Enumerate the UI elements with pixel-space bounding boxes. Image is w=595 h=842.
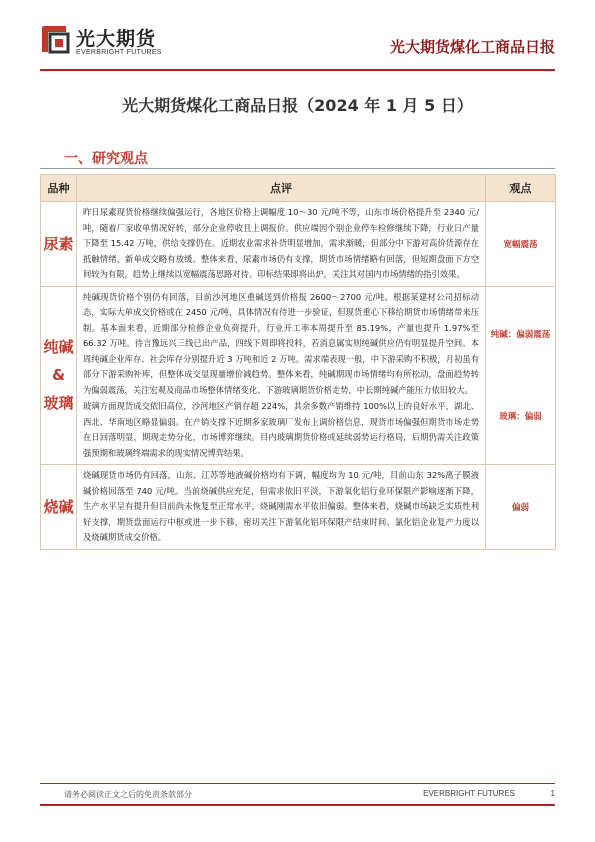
page-header [40, 22, 555, 70]
product-ampersand: & [51, 366, 66, 385]
view-label: 宽幅震荡 [503, 239, 538, 250]
view-cell [486, 286, 556, 465]
product-name: 纯碱 [43, 338, 74, 357]
comment-paragraph: 烧碱现货市场仍有回落，山东、江苏等地液碱价格均有下调，幅度均为 10 元/吨，目前山东 32%离子膜液碱价格回落至 740 元/吨。当前烧碱供应充足，但需求依旧平淡，下游氧化铝行业环保限产影响逐渐下降，生产水平呈有提升但目前尚未恢复至正常水平，烧碱刚需水平依旧偏弱。整体来看，烧碱市场缺乏实质性利好支撑，期货盘面运行中枢或进一步下移，密切关注下游氧化铝环保限产结束时间、氯化铝企业复产力度以及烧碱期货成交价格。 [83, 470, 479, 542]
report-name: 光大期货煤化工商品日报 [389, 38, 555, 56]
view-label: 纯碱：偏弱震荡 [490, 330, 551, 341]
logo-mark-icon [40, 24, 70, 54]
footer-disclaimer: 请务必阅读正文之后的免责条款部分 [64, 790, 192, 799]
comment-paragraph: 纯碱现货价格个别仍有回落，目前沙河地区重碱送到价格报 2600～2700 元/吨。根据某建材公司招标动态，实际大单成交价格或在 2450 元/吨，具体情况有待进一步验证，但现货重心下移给期货市场情绪带来压制。基本面来看，近期部分检修企业负荷提升，行业开工率本周提升至 85.19%，产量也提升 1.97%至 66.32 万吨。待言豫远兴三线已出产品，四线下周即将投料，若消息属实则纯碱供应仍有明显提升空间。本周纯碱企业库存、社会库存分别提升近 3 万吨和近 2 万吨。需求端表现一般，中下游采购不积极，月初虽有部分下游采购补库，但整体成交显现量增价减趋势。整体来看，纯碱期现市场情绪均有所松动，盘面趋势转为偏弱震荡，关注宏观及商品市场整体情绪变化、下游玻璃期货价格走势，中长期纯碱产能压力依旧较大。 [83, 291, 479, 395]
logo-english-text: EVERBRIGHT FUTURES [76, 49, 162, 56]
column-header-comment: 点评 [77, 175, 486, 202]
view-cell [486, 465, 556, 550]
product-name: 玻璃 [43, 394, 74, 413]
comment-paragraph: 玻璃方面现货成交依旧高位，沙河地区产销存超 224%，其余多数产销维持 100%以上的良好水平，湖北、西北、华南地区略显偏弱。在产销支撑下近期多家玻璃厂发布上调价格信息，现货市场偏强但期货市场走势在日回落明显，期现走势分化，市场博弈继续。目内玻璃期货价格或延续弱势运行格局，后期仍需关注政策强预期和玻璃终端需求的现实情况博弈结果。 [83, 401, 479, 458]
section-title: 一、研究观点 [64, 151, 148, 167]
product-name: 烧碱 [43, 497, 74, 516]
section-divider [40, 168, 555, 169]
product-cell [41, 286, 77, 465]
comment-cell [77, 202, 486, 287]
comment-paragraph: 昨日尿素现货价格继续偏强运行，各地区价格上调幅度 10～30 元/吨不等，山东市场价格提升至 2340 元/吨，随着厂家收单情况好转，部分企业停收且上调报价。供应端因个别企业停车检修继续下降，行业日产量下降至 15.42 万吨，供给支撑仍在。近期农业需求补货明显增加，需求渐暖，但部分中下游对高价货源存在抵触情绪，新单成交略有放缓。整体来看，尿素市场仍有支撑，期货市场情绪略有回落，但短期盘面下方空间较为有限，趋势上继续以宽幅震荡思路对待。印标结果即将出炉，关注其对国内市场情绪的指引效果。 [83, 207, 479, 279]
document-title: 光大期货煤化工商品日报（2024 年 1 月 5 日） [122, 96, 473, 115]
table-row-caustic-soda [41, 465, 556, 550]
column-header-view: 观点 [486, 175, 556, 202]
view-label: 玻璃：偏弱 [499, 412, 542, 423]
column-header-product: 品种 [41, 175, 77, 202]
footer-divider [40, 783, 555, 784]
product-cell [41, 202, 77, 287]
footer-company: EVERBRIGHT FUTURES [423, 789, 515, 798]
footer-bar [40, 804, 555, 806]
table-header-row [41, 175, 556, 202]
table-row-soda-glass [41, 286, 556, 465]
page-number: 1 [550, 789, 555, 798]
table-row-urea [41, 202, 556, 287]
product-name: 尿素 [43, 234, 74, 253]
logo-chinese-text: 光大期货 [76, 28, 157, 50]
research-table [40, 174, 556, 550]
view-label: 偏弱 [511, 502, 529, 513]
product-cell [41, 465, 77, 550]
view-cell [486, 202, 556, 287]
company-logo [40, 22, 180, 70]
header-divider [40, 69, 555, 71]
comment-cell [77, 465, 486, 550]
comment-cell [77, 286, 486, 465]
